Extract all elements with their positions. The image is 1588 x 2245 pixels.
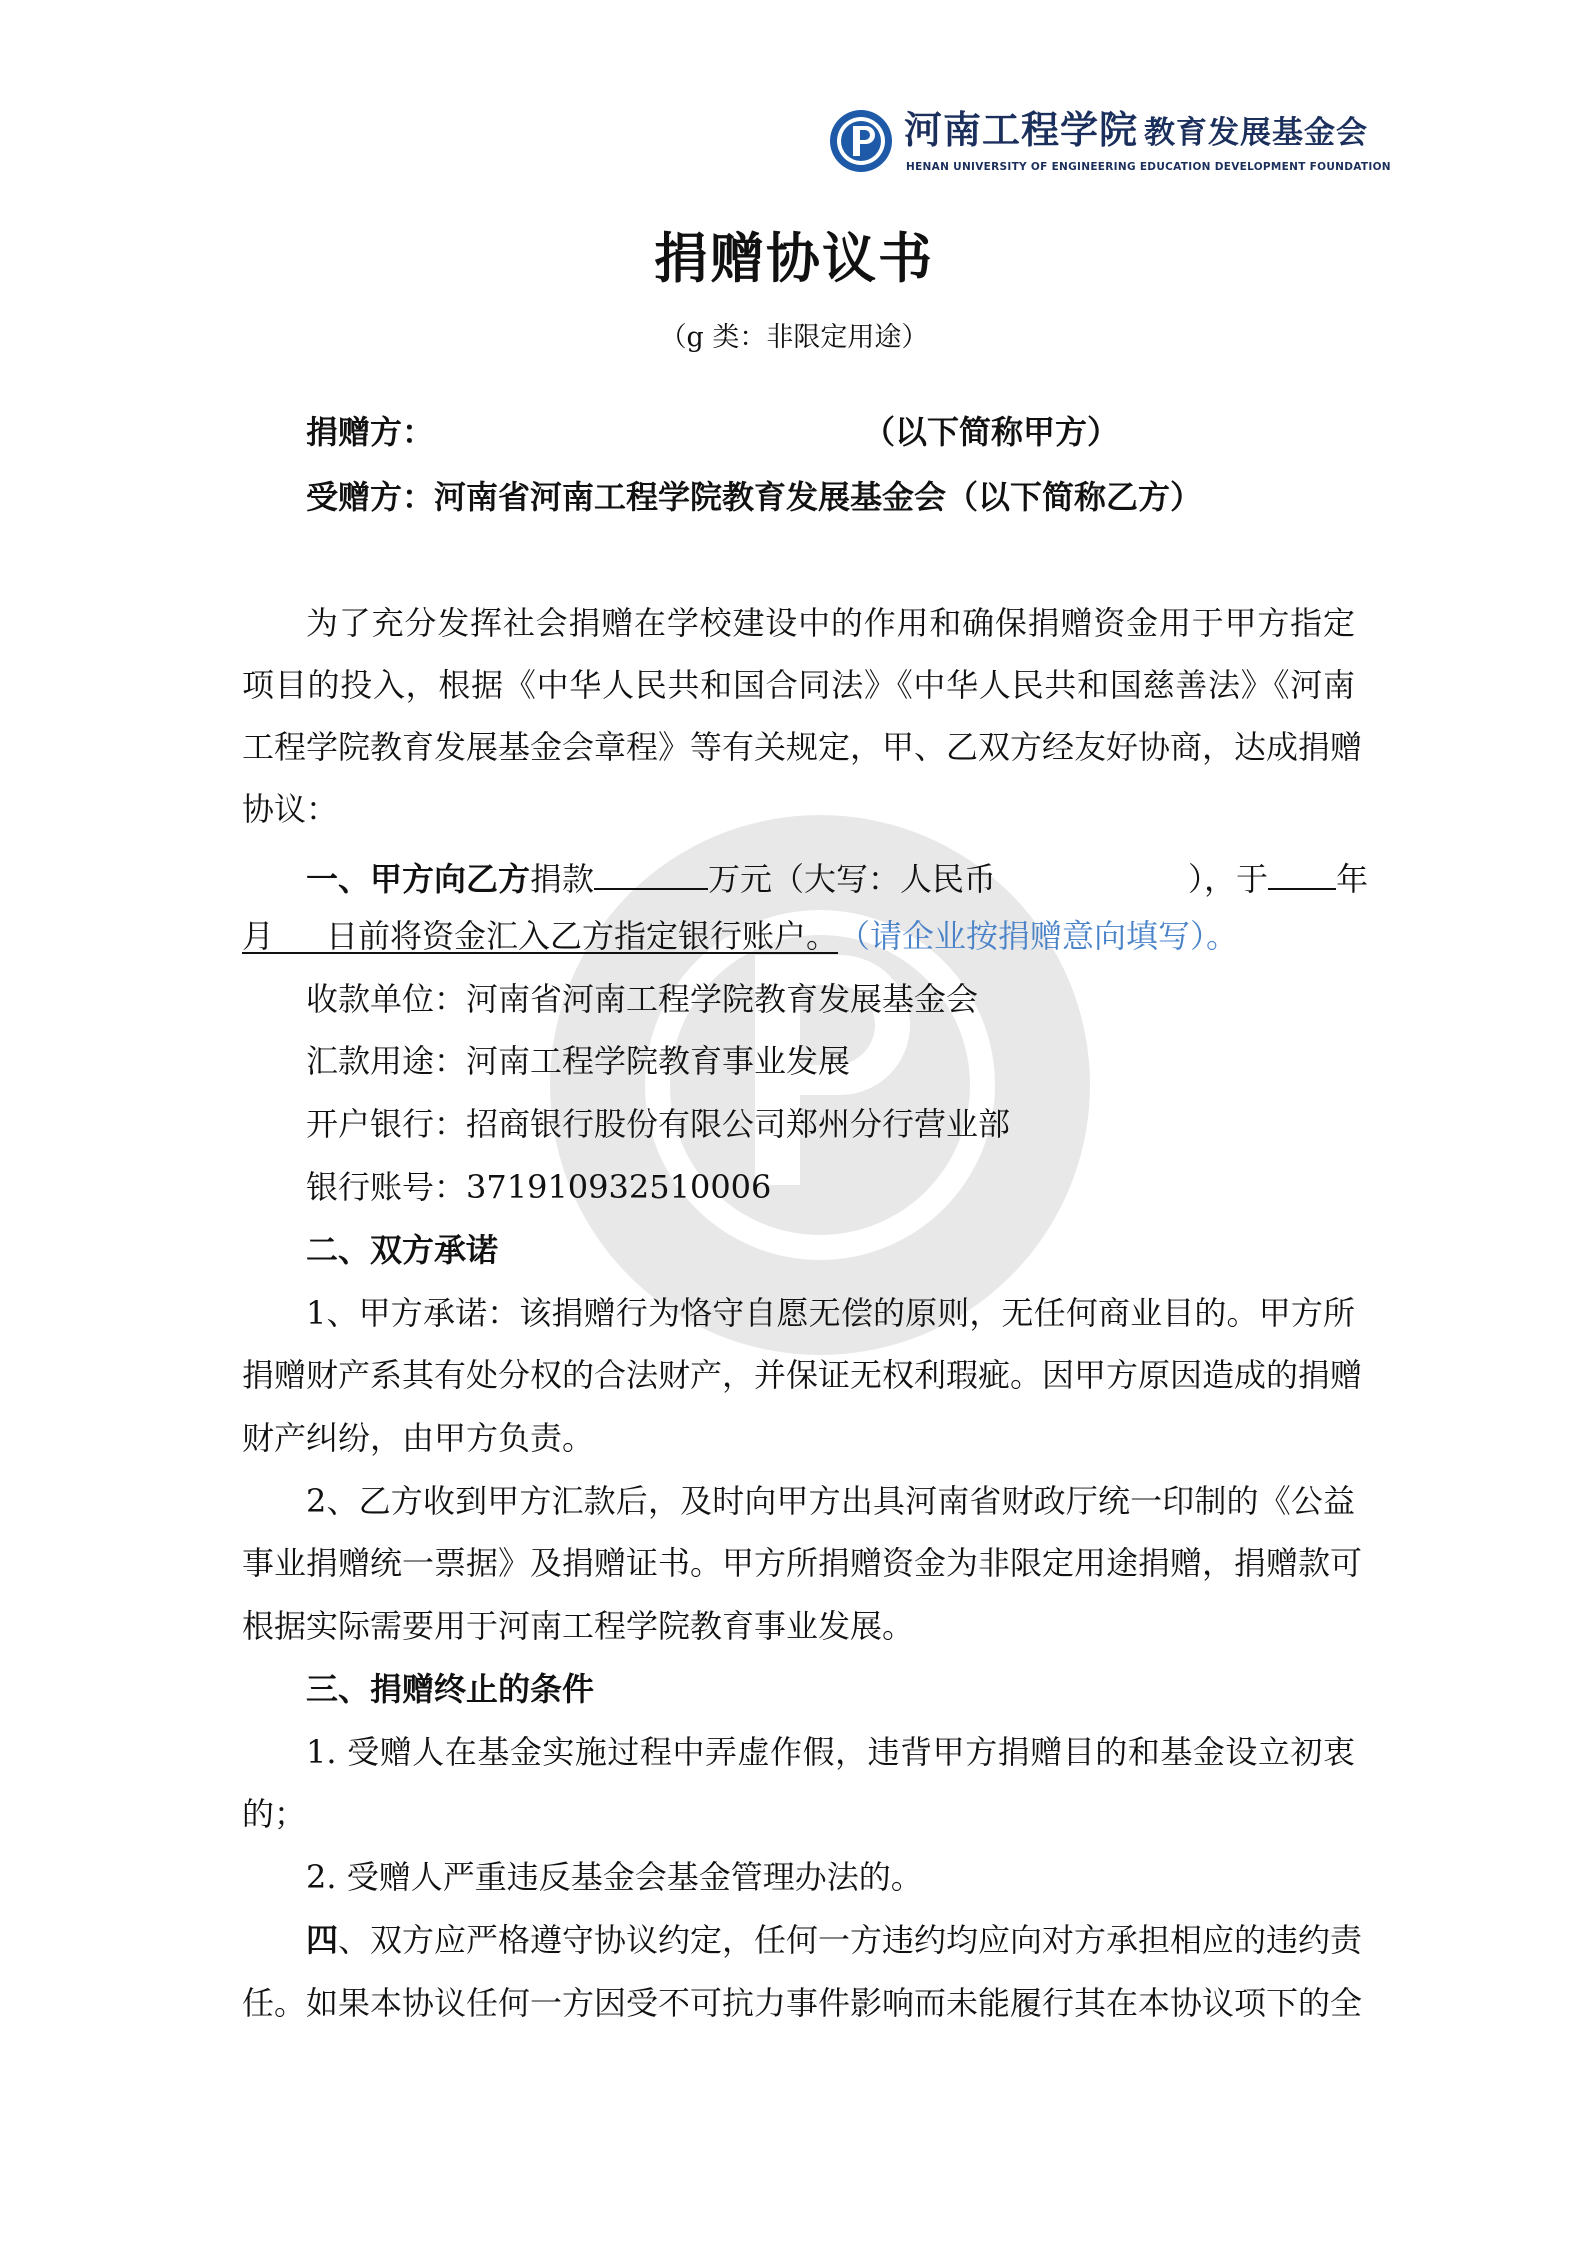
section2-p2-line-3: 根据实际需要用于河南工程学院教育事业发展。 [242, 1607, 915, 1645]
recipient-line: 受赠方：河南省河南工程学院教育发展基金会（以下简称乙方） [306, 478, 1203, 516]
foundation-logo [828, 107, 1391, 180]
bank-purpose: 汇款用途：河南工程学院教育事业发展 [306, 1042, 851, 1080]
logo-english-name: HENAN UNIVERSITY OF ENGINEERING EDUCATION DEVELOPMENT FOUNDATION [906, 161, 1391, 173]
logo-foundation-name: 教育发展基金会 [1144, 115, 1369, 151]
section1-year-label: 年 [1336, 860, 1369, 898]
bank-name: 开户银行：招商银行股份有限公司郑州分行营业部 [306, 1105, 1011, 1143]
university-emblem-icon [828, 108, 894, 174]
section4-line-1 [306, 1918, 1363, 1962]
section2-p2-line-1: 2、乙方收到甲方汇款后，及时向甲方出具河南省财政厅统一印制的《公益 [306, 1482, 1355, 1520]
section4-line-2: 任。如果本协议任何一方因受不可抗力事件影响而未能履行其在本协议项下的全 [242, 1984, 1363, 2022]
section2-p1-line-2: 捐赠财产系其有处分权的合法财产，并保证无权利瑕疵。因甲方原因造成的捐赠 [242, 1356, 1363, 1394]
intro-line-4: 协议： [242, 790, 339, 828]
year-blank-field[interactable] [1268, 850, 1336, 890]
section2-p1-line-1: 1、甲方承诺：该捐赠行为恪守自愿无偿的原则，无任何商业目的。甲方所 [306, 1294, 1355, 1332]
donor-label: 捐赠方： [306, 413, 435, 451]
intro-line-1: 为了充分发挥社会捐赠在学校建设中的作用和确保捐赠资金用于甲方指定 [306, 604, 1355, 642]
amount-blank-field[interactable] [594, 850, 708, 890]
section2-p1-line-3: 财产纠纷，由甲方负责。 [242, 1419, 595, 1457]
intro-line-2: 项目的投入，根据《中华人民共和国合同法》《中华人民共和国慈善法》《河南 [242, 666, 1355, 704]
logo-university-name: 河南工程学院 [904, 107, 1139, 152]
section3-p2: 2. 受赠人严重违反基金会基金管理办法的。 [306, 1858, 923, 1896]
section1-donation-text: 捐款 [530, 860, 595, 898]
section4-line-1-text: 、双方应严格遵守协议约定，任何一方违约均应向对方承担相应的违约责 [338, 1921, 1363, 1959]
section4-lead: 四 [306, 1921, 339, 1959]
section1-lead: 一、甲方向乙方 [306, 860, 531, 898]
donor-alias: （以下简称甲方） [863, 413, 1120, 451]
intro-line-3: 工程学院教育发展基金会章程》等有关规定，甲、乙双方经友好协商，达成捐赠 [242, 728, 1363, 766]
section3-p1-line-1: 1. 受赠人在基金实施过程中弄虚作假，违背甲方捐赠目的和基金设立初衷 [306, 1733, 1355, 1771]
document-title: 捐赠协议书 [654, 226, 934, 290]
section2-p2-line-2: 事业捐赠统一票据》及捐赠证书。甲方所捐赠资金为非限定用途捐赠，捐赠款可 [242, 1544, 1363, 1582]
section2-heading: 二、双方承诺 [306, 1231, 499, 1269]
section1-fill-note: （请企业按捐赠意向填写）。 [838, 917, 1239, 955]
section1-date-prefix: ），于 [1188, 860, 1269, 898]
section1-month-label: 月 [242, 917, 275, 955]
bank-payee: 收款单位：河南省河南工程学院教育发展基金会 [306, 980, 979, 1018]
section3-heading: 三、捐赠终止的条件 [306, 1670, 595, 1708]
document-subtitle: （g 类：非限定用途） [659, 322, 929, 353]
section1-transfer-text: 日前将资金汇入乙方指定银行账户。 [326, 917, 839, 955]
section1-line-2 [242, 914, 1238, 958]
section1-amount-uppercase: 万元（大写：人民币 [708, 860, 997, 898]
logo-chinese-name [904, 108, 1368, 152]
month-label-underlined [242, 914, 838, 954]
section1-line-1 [306, 850, 1368, 901]
bank-account: 银行账号：371910932510006 [306, 1168, 772, 1206]
section3-p1-line-2: 的； [242, 1795, 307, 1833]
